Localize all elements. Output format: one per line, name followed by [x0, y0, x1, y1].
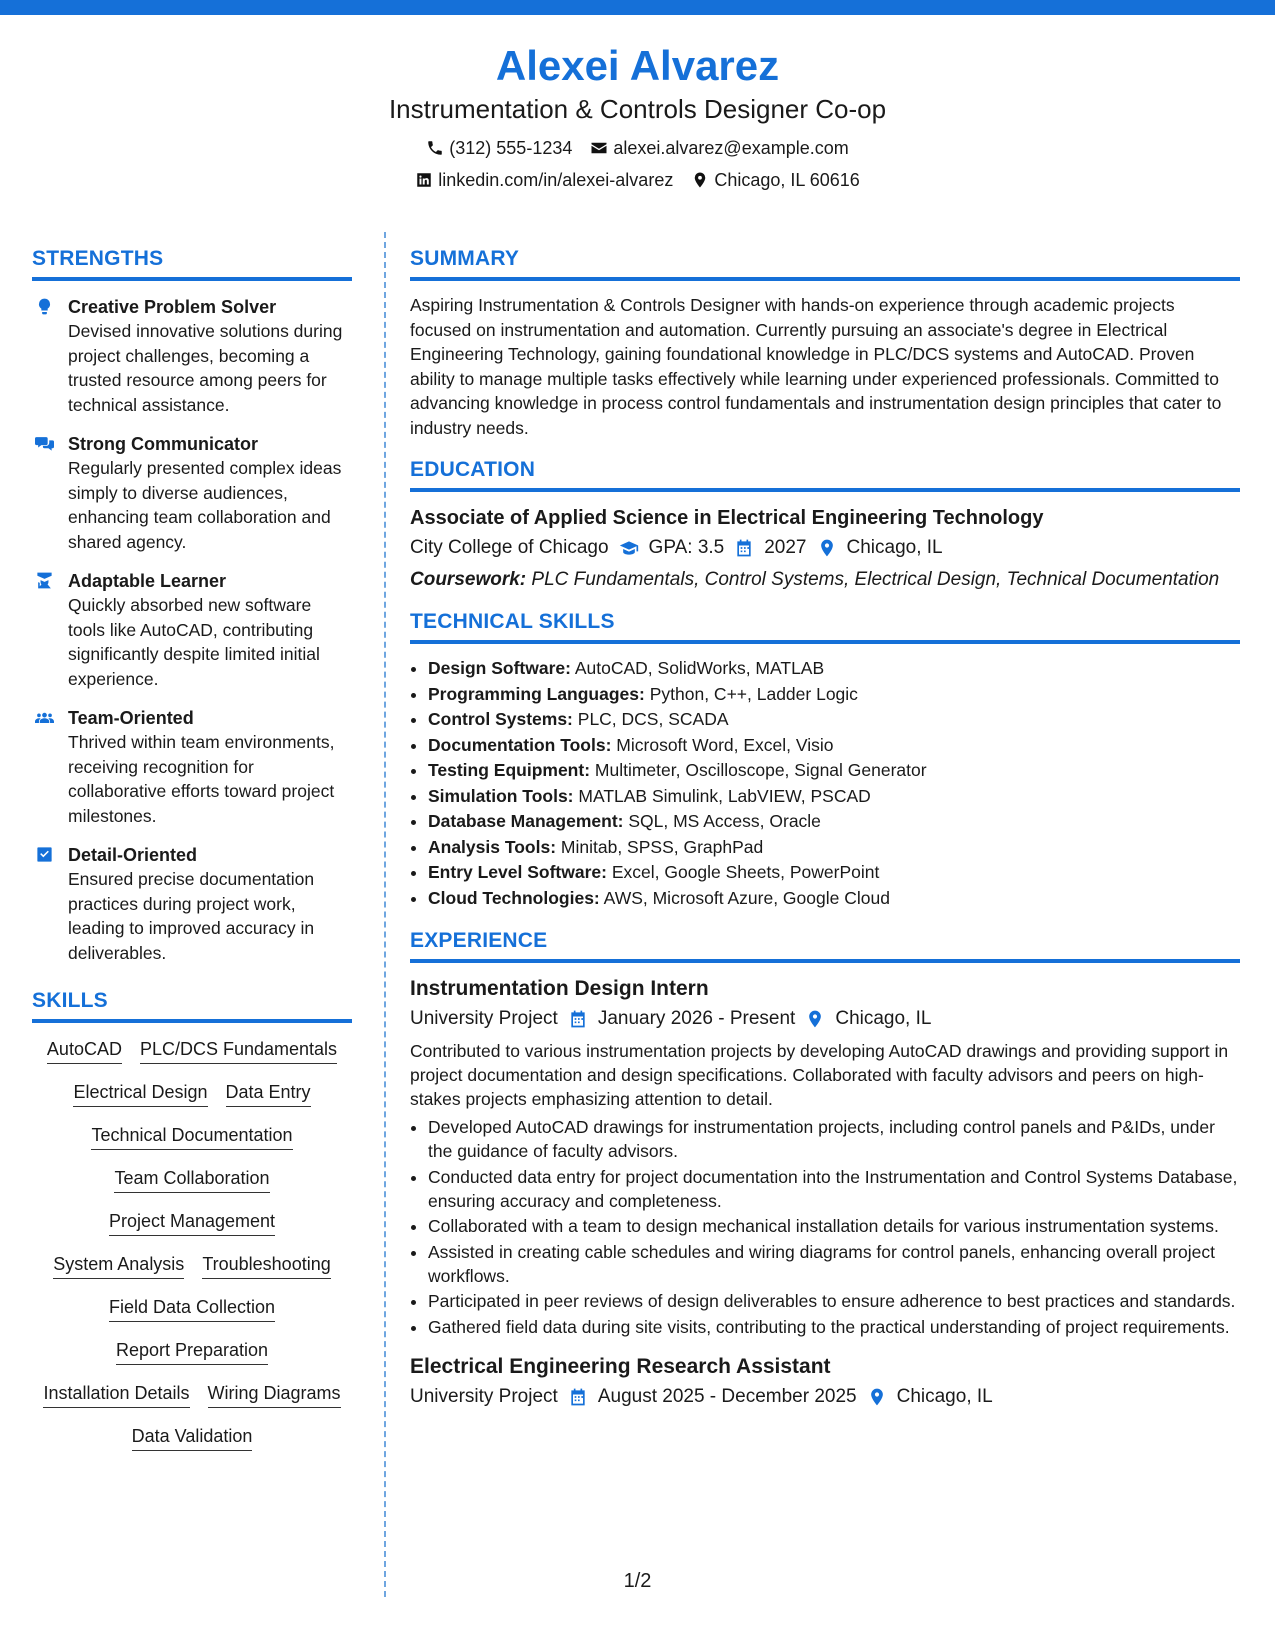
strength-item	[32, 295, 352, 417]
skill-value: Excel, Google Sheets, PowerPoint	[611, 862, 880, 882]
list-item	[428, 784, 1240, 810]
list-item	[428, 758, 1240, 784]
skill-chip: Troubleshooting	[202, 1252, 330, 1279]
skills-list	[32, 1037, 352, 1451]
list-item: • Assisted in creating cable schedules and wiring diagrams for control panels, enhancing overall project workflows.	[428, 1240, 1240, 1288]
list-item	[428, 809, 1240, 835]
skill-chip: PLC/DCS Fundamentals	[140, 1037, 337, 1064]
strengths-section	[32, 245, 352, 965]
email-contact[interactable]	[590, 136, 848, 160]
job-bullets	[410, 1115, 1240, 1339]
skills-section	[32, 987, 352, 1451]
strength-desc: Devised innovative solutions during project challenges, becoming a trusted resource among peers for technical assistance.	[68, 321, 343, 415]
job-dates: January 2026 - Present	[597, 1008, 796, 1029]
skill-chip: Technical Documentation	[91, 1123, 292, 1150]
skill-label: Entry Level Software:	[428, 862, 607, 882]
coursework-label: Coursework:	[410, 569, 527, 590]
top-accent-bar	[0, 0, 1275, 15]
resume-header	[0, 40, 1275, 192]
email-text: alexei.alvarez@example.com	[613, 138, 849, 158]
phone-text: (312) 555-1234	[449, 138, 573, 158]
strength-item	[32, 706, 352, 828]
skill-label: Documentation Tools:	[428, 734, 612, 755]
page-number: 1/2	[623, 1570, 652, 1592]
skills-heading: SKILLS	[32, 987, 352, 1023]
skill-chip: Team Collaboration	[114, 1166, 269, 1193]
skill-chip: Project Management	[109, 1209, 275, 1236]
list-item: • Participated in peer reviews of design deliverables to ensure adherence to best practices and standards.	[428, 1289, 1240, 1313]
check-square-icon	[35, 845, 54, 864]
job-entry	[410, 1353, 1240, 1411]
skill-value: AWS, Microsoft Azure, Google Cloud	[603, 887, 890, 908]
list-item	[428, 707, 1240, 733]
contact-row-1	[0, 136, 1275, 160]
list-item	[428, 682, 1240, 708]
list-item	[428, 860, 1240, 886]
skill-value: Minitab, SPSS, GraphPad	[560, 836, 764, 857]
school-location: Chicago, IL	[846, 537, 943, 558]
job-org: University Project	[410, 1385, 558, 1407]
skill-label: Simulation Tools:	[428, 785, 574, 806]
job-location: Chicago, IL	[896, 1385, 993, 1407]
list-item	[428, 733, 1240, 759]
list-item: • Conducted data entry for project documentation into the Instrumentation and Control Systems Database, ensuring accuracy and completeness.	[428, 1165, 1240, 1213]
phone-contact[interactable]	[426, 136, 572, 160]
job-meta	[410, 1383, 1240, 1411]
graduation-year: 2027	[764, 537, 807, 558]
skill-value: SQL, MS Access, Oracle	[628, 811, 821, 831]
candidate-title: Instrumentation & Controls Designer Co-op	[388, 94, 887, 124]
job-entry	[410, 975, 1240, 1339]
experience-heading: EXPERIENCE	[410, 927, 1240, 963]
map-pin-icon	[867, 1387, 887, 1407]
skill-value: Microsoft Word, Excel, Visio	[616, 734, 834, 755]
job-description: Contributed to various instrumentation projects by developing AutoCAD drawings and providing support in project documentation and design specifications. Collaborated with faculty advisors and peers on high-stakes projects emphasizing attention to detail.	[410, 1041, 1229, 1109]
strength-title: Team-Oriented	[68, 708, 194, 728]
map-pin-icon	[817, 538, 837, 558]
skill-value: MATLAB Simulink, LabVIEW, PSCAD	[578, 785, 871, 806]
comments-icon	[35, 434, 54, 453]
map-pin-icon	[805, 1009, 825, 1029]
skill-label: Cloud Technologies:	[428, 887, 600, 908]
skill-chip: Electrical Design	[73, 1080, 207, 1107]
envelope-icon	[590, 139, 608, 157]
phone-icon	[426, 139, 444, 157]
coursework	[410, 568, 1240, 592]
skill-chip: Report Preparation	[116, 1338, 268, 1365]
graduate-icon	[35, 571, 54, 590]
skill-chip: Installation Details	[43, 1381, 189, 1408]
list-item	[428, 886, 1240, 912]
column-divider	[384, 232, 386, 1597]
job-dates: August 2025 - December 2025	[597, 1385, 857, 1407]
left-column	[32, 245, 352, 1451]
school-name: City College of Chicago	[410, 537, 609, 558]
skill-label: Database Management:	[428, 811, 624, 831]
skill-label: Control Systems:	[428, 709, 573, 729]
summary-heading: SUMMARY	[410, 245, 1240, 281]
skill-label: Programming Languages:	[428, 683, 645, 704]
summary-section	[410, 245, 1240, 440]
education-heading: EDUCATION	[410, 456, 1240, 492]
strength-title: Strong Communicator	[68, 434, 259, 454]
summary-text: Aspiring Instrumentation & Controls Designer with hands-on experience through academic projects focused on instrumentation and automation. Currently pursuing an associate's degree in Electrical Engineering Technology, gaining foundational knowledge in PLC/DCS systems and AutoCAD. Proven ability to manage multiple tasks effectively while learning under experienced professionals. Committed to advancing knowledge in process control fundamentals and instrumentation design principles that cater to industry needs.	[410, 295, 1222, 438]
contact-row-2	[0, 168, 1275, 192]
lightbulb-icon	[35, 297, 54, 316]
skill-chip: Data Validation	[132, 1424, 253, 1451]
list-item: • Collaborated with a team to design mechanical installation details for various instrumentation systems.	[428, 1214, 1240, 1238]
location-contact	[691, 168, 859, 192]
location-text: Chicago, IL 60616	[714, 170, 860, 190]
users-icon	[35, 708, 54, 727]
technical-skills-section	[410, 608, 1240, 911]
linkedin-contact[interactable]	[415, 168, 673, 192]
calendar-icon	[568, 1387, 588, 1407]
experience-section	[410, 927, 1240, 1411]
strength-title: Detail-Oriented	[68, 845, 198, 865]
skill-value: Python, C++, Ladder Logic	[649, 683, 858, 704]
list-item	[428, 656, 1240, 682]
strength-title: Adaptable Learner	[68, 571, 227, 591]
strength-desc: Regularly presented complex ideas simply to diverse audiences, enhancing team collaboration and shared agency.	[68, 458, 342, 552]
education-section	[410, 456, 1240, 592]
map-pin-icon	[691, 171, 709, 189]
skill-value: PLC, DCS, SCADA	[577, 709, 729, 729]
skill-label: Testing Equipment:	[428, 760, 591, 780]
job-meta	[410, 1005, 1240, 1033]
job-title: Instrumentation Design Intern	[410, 977, 709, 1000]
skill-chip: Data Entry	[226, 1080, 311, 1107]
strength-desc: Ensured precise documentation practices during project work, leading to improved accuracy in deliverables.	[68, 869, 315, 963]
technical-skills-list	[410, 656, 1240, 911]
skill-chip: System Analysis	[53, 1252, 184, 1279]
degree-title: Associate of Applied Science in Electrical Engineering Technology	[410, 507, 1044, 529]
education-meta	[410, 534, 1240, 562]
skill-chip: AutoCAD	[47, 1037, 122, 1064]
candidate-name: Alexei Alvarez	[495, 42, 780, 89]
strength-desc: Quickly absorbed new software tools like AutoCAD, contributing significantly despite limited initial experience.	[68, 595, 320, 689]
skill-value: AutoCAD, SolidWorks, MATLAB	[574, 658, 825, 678]
strengths-heading: STRENGTHS	[32, 245, 352, 281]
job-org: University Project	[410, 1008, 558, 1029]
graduation-cap-icon	[619, 538, 639, 558]
skill-chip: Field Data Collection	[109, 1295, 275, 1322]
right-column	[410, 245, 1240, 1427]
list-item: • Gathered field data during site visits, contributing to the practical understanding of project requirements.	[428, 1315, 1240, 1339]
list-item	[428, 835, 1240, 861]
technical-skills-heading: TECHNICAL SKILLS	[410, 608, 1240, 644]
calendar-icon	[734, 538, 754, 558]
skill-label: Analysis Tools:	[428, 836, 557, 857]
coursework-text: PLC Fundamentals, Control Systems, Electrical Design, Technical Documentation	[531, 569, 1220, 590]
job-location: Chicago, IL	[835, 1008, 932, 1029]
linkedin-icon	[415, 171, 433, 189]
gpa-text: GPA: 3.5	[648, 537, 725, 558]
skill-value: Multimeter, Oscilloscope, Signal Generator	[594, 760, 927, 780]
list-item: • Developed AutoCAD drawings for instrumentation projects, including control panels and P&IDs, under the guidance of faculty advisors.	[428, 1115, 1240, 1163]
linkedin-text: linkedin.com/in/alexei-alvarez	[438, 170, 674, 190]
calendar-icon	[568, 1009, 588, 1029]
skill-chip: Wiring Diagrams	[208, 1381, 341, 1408]
strength-item	[32, 569, 352, 691]
strength-desc: Thrived within team environments, receiving recognition for collaborative efforts toward project milestones.	[68, 732, 335, 826]
skill-label: Design Software:	[428, 658, 571, 678]
job-title: Electrical Engineering Research Assistant	[410, 1354, 831, 1378]
strength-title: Creative Problem Solver	[68, 297, 277, 317]
strength-item	[32, 843, 352, 965]
strength-item	[32, 432, 352, 554]
